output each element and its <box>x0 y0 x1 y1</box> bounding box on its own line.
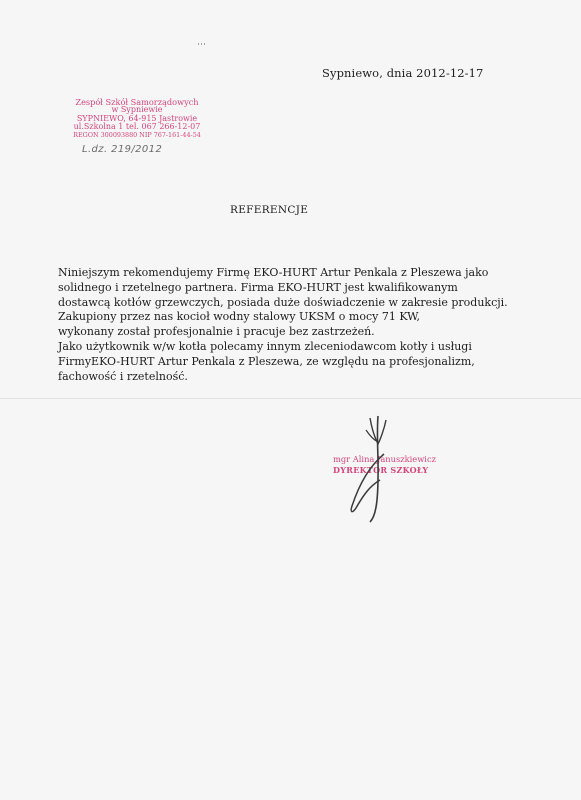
school-stamp <box>72 98 202 139</box>
school-stamp-line2: w Sypniewie <box>111 105 163 115</box>
body-line: Zakupiony przez nas kocioł wodny stalowy UKSM o mocy 71 KW, <box>58 310 421 324</box>
handwritten-signature <box>340 410 410 530</box>
handwritten-reference: L.dz. 219/2012 <box>82 144 163 155</box>
body-line: FirmyEKO-HURT Artur Penkala z Pleszewa, ze względu na profesjonalizm, <box>58 354 475 368</box>
body-line: solidnego i rzetelnego partnera. Firma EKO-HURT jest kwalifikowanym <box>58 280 458 294</box>
director-name: mgr Alina Januszkiewicz <box>333 454 436 464</box>
scan-mark <box>198 42 238 46</box>
director-title: DYREKTOR SZKOŁY <box>333 464 429 475</box>
fold-line <box>0 398 581 399</box>
place-date: Sypniewo, dnia 2012-12-17 <box>322 66 484 80</box>
letter-body <box>58 266 518 384</box>
body-line: fachowość i rzetelność. <box>58 369 188 383</box>
letter-heading: REFERENCJE <box>230 204 309 216</box>
body-line: Niniejszym rekomendujemy Firmę EKO-HURT Artur Penkala z Pleszewa jako <box>58 266 489 279</box>
body-line: dostawcą kotłów grzewczych, posiada duże doświadczenie w zakresie produkcji. <box>58 295 508 309</box>
school-stamp-line5: REGON 300093880 NIP 767-161-44-54 <box>73 130 201 139</box>
body-line: Jako użytkownik w/w kotła polecamy innym zleceniodawcom kotły i usługi <box>58 339 472 353</box>
school-stamp-line1: Zespół Szkół Samorządowych <box>75 97 199 107</box>
school-stamp-line3: SYPNIEWO, 64-915 Jastrowie <box>76 113 198 123</box>
body-line: wykonany został profesjonalnie i pracuje bez zastrzeżeń. <box>58 325 375 339</box>
school-stamp-line4: ul.Szkolna 1 tel. 067 266-12-07 <box>73 122 201 132</box>
